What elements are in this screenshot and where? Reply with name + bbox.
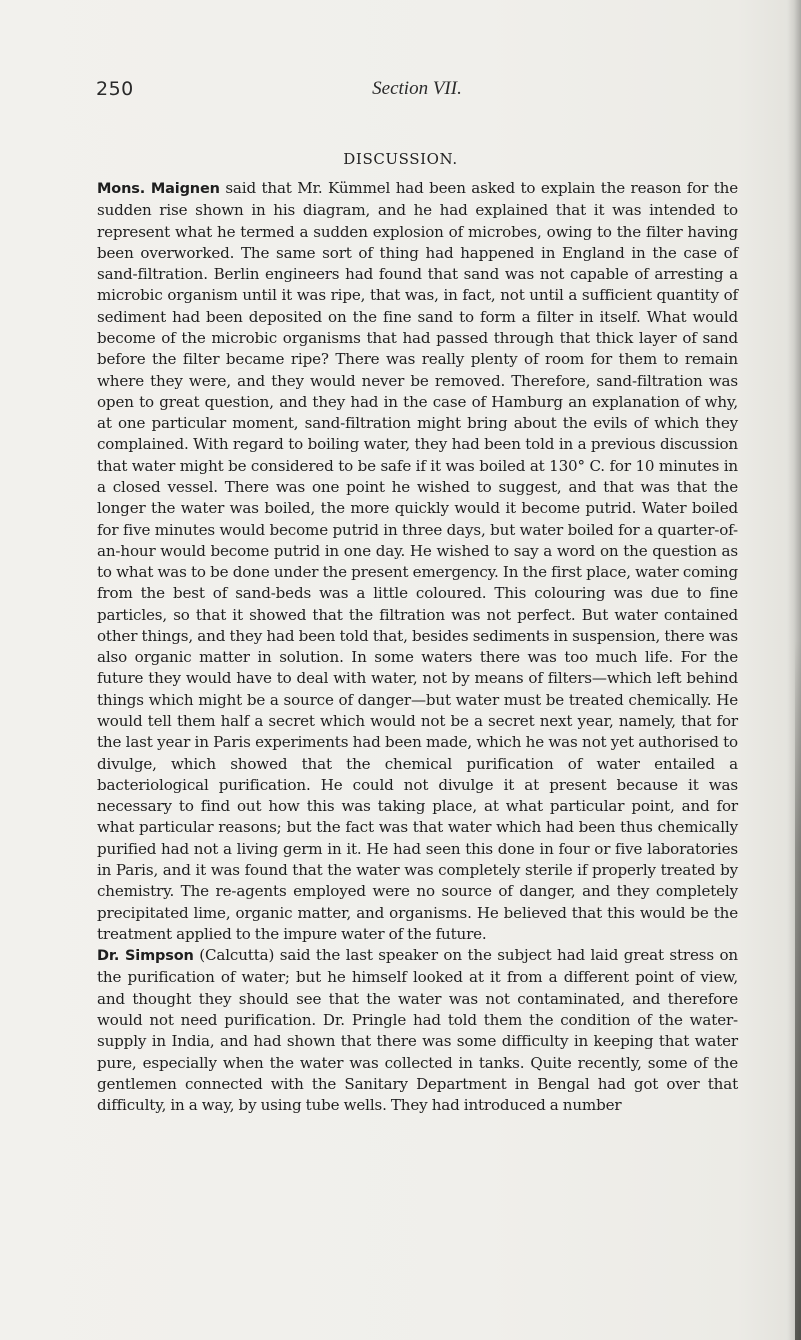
- paragraph-simpson: [97, 945, 738, 1116]
- section-title: Section VII.: [372, 78, 462, 99]
- speaker-name: Mons. Maignen: [97, 181, 220, 197]
- speaker-name: Dr. Simpson: [97, 948, 194, 965]
- discussion-heading: DISCUSSION.: [343, 150, 458, 168]
- page-edge-binding: [795, 640, 801, 1340]
- running-head: [96, 78, 738, 106]
- paragraph-text: (Calcutta) said the last speaker on the subject had laid great stress on the purification of water; but he himself looked at it from a different point of view, and thought they should see that the water was not contaminated, and therefore would not need purification. Dr. Pringle had told them the condition of the water-supply in India, and had shown that there was some difficulty in keeping that water pure, especially when the water was collected in tanks. Quite recently, some of the gentlemen connected with the Sanitary Department in Bengal had got over that difficulty, in a way, by using tube wells. They had introduced a number: [97, 946, 738, 1115]
- paragraph-maignen: [97, 178, 738, 945]
- paragraph-text: said that Mr. Kümmel had been asked to explain the reason for the sudden rise shown in his diagram, and he had explained that it was intended to represent what he termed a sudden explosion of microbes, owing to the filter having been overworked. The same sort of thing had happened in England in the case of sand-filtration. Berlin engineers had found that sand was not capable of arresting a microbic organism until it was ripe, that was, in fact, not until a sufficient quantity of sediment had been deposited on the fine sand to form a filter in itself. What would become of the microbic organisms that had passed through that thick layer of sand before the filter became ripe? There was really plenty of room for them to remain where they were, and they would never be removed. Therefore, sand-filtration was open to great question, and they had in the case of Hamburg an explanation of why, at one particular moment, sand-filtration might bring about the evils of which they complained. With regard to boiling water, they had been told in a previous discussion that water might be considered to be safe if it was boiled at 130° C. for 10 minutes in a closed vessel. There was one point he wished to suggest, and that was that the longer the water was boiled, the more quickly would it become putrid. Water boiled for five minutes would become putrid in three days, but water boiled for a quarter-of-an-hour would become putrid in one day. He wished to say a word on the question as to what was to be done under the present emergency. In the first place, water coming from the best of sand-beds was a little coloured. This colouring was due to fine particles, so that it showed that the filtration was not perfect. But water contained other things, and they had been told that, besides sediments in suspension, there was also organic matter in solution. In some waters there was too much life. For the future they would have to deal with water, not by means of filters—which left behind things which might be a source of danger—but water must be treated chemically. He would tell them half a secret which would not be a secret next year, namely, that for the last year in Paris experiments had been made, which he was not yet authorised to divulge, which showed that the chemical purification of water entailed a bacteriological purification. He could not divulge it at present because it was necessary to find out how this was taking place, at what particular point, and for what particular reasons; but the fact was that water which had been thus chemically purified had not a living germ in it. He had seen this done in four or five laboratories in Paris, and it was found that the water was completely sterile if properly treated by chemistry. The re-agents employed were no source of danger, and they completely precipitated lime, organic matter, and organisms. He believed that this would be the treatment applied to the impure water of the future.: [97, 179, 738, 943]
- page-number: 250: [96, 78, 134, 100]
- discussion-body: [97, 178, 738, 1116]
